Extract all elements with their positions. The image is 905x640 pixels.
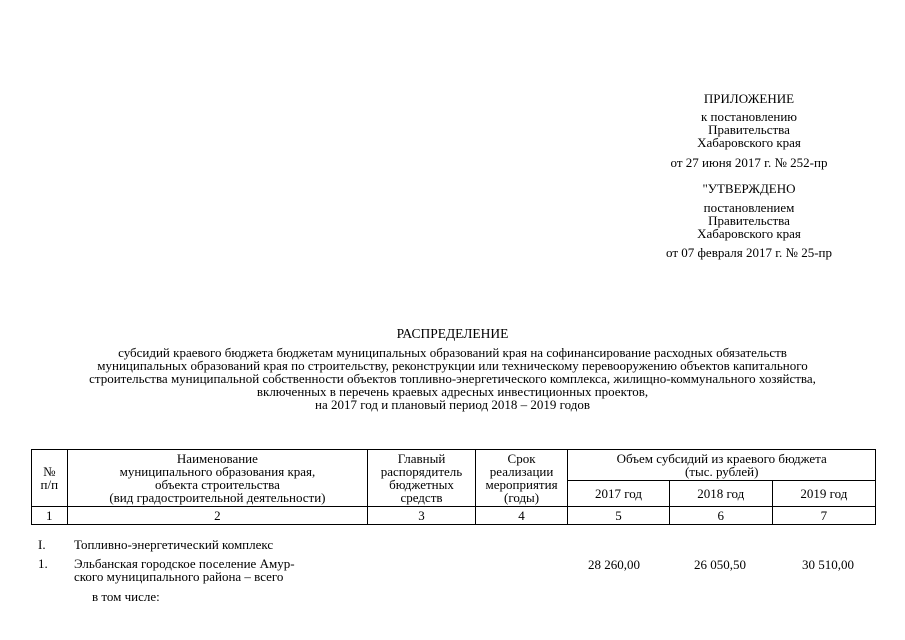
including-label: в том числе:: [92, 589, 160, 604]
region-label-2: Хабаровского края: [697, 226, 801, 241]
index-cell-7: 7: [772, 507, 875, 525]
approved-label: "УТВЕРЖДЕНО: [702, 181, 796, 196]
item-name-line-1: Эльбанская городское поселение Амур-: [74, 556, 295, 571]
header-year-2019: 2019 год: [772, 481, 875, 507]
index-cell-5: 5: [568, 507, 669, 525]
header-manager: Главный распорядитель бюджетных средств: [368, 450, 475, 507]
item-name-line-2: ского муниципального района – всего: [74, 569, 284, 584]
value-2017: 28 260,00: [588, 557, 640, 572]
index-cell-1: 1: [32, 507, 68, 525]
header-year-2018: 2018 год: [669, 481, 772, 507]
item-number: 1.: [38, 556, 48, 571]
index-cell-4: 4: [475, 507, 568, 525]
subsidy-table: [31, 449, 876, 525]
resolution-date-2: от 07 февраля 2017 г. № 25-пр: [666, 245, 832, 260]
header-name: Наименование муниципального образования края, объекта строительства (вид градостроительной деятельности): [67, 450, 368, 507]
document-title: РАСПРЕДЕЛЕНИЕ: [396, 326, 509, 341]
header-term: Срок реализации мероприятия (годы): [475, 450, 568, 507]
appendix-label: ПРИЛОЖЕНИЕ: [703, 91, 795, 106]
value-2018: 26 050,50: [694, 557, 746, 572]
index-cell-2: 2: [67, 507, 368, 525]
title-line-4: включенных в перечень краевых адресных инвестиционных проектов,: [256, 384, 649, 399]
section-number: I.: [38, 537, 46, 552]
index-cell-3: 3: [368, 507, 475, 525]
header-num: № п/п: [32, 450, 68, 507]
region-label: Хабаровского края: [697, 135, 801, 150]
index-cell-6: 6: [669, 507, 772, 525]
section-title: Топливно-энергетический комплекс: [74, 537, 274, 552]
title-line-3: строительства муниципальной собственности объектов топливно-энергетического комплекса, жилищно-коммунального хозяйства,: [89, 371, 816, 386]
header-volume: Объем субсидий из краевого бюджета (тыс. рублей): [568, 450, 876, 481]
title-line-2: муниципальных образований края по строительству, реконструкции или техническому перевооружению объектов капитального: [97, 358, 808, 373]
resolution-label: постановлением: [703, 200, 795, 215]
title-line-5: на 2017 год и плановый период 2018 – 2019 годов: [315, 397, 590, 412]
government-label: Правительства: [708, 122, 790, 137]
title-line-1: субсидий краевого бюджета бюджетам муниципальных образований края на софинансирование расходных обязательств: [118, 345, 787, 360]
government-label-2: Правительства: [708, 213, 790, 228]
resolution-date-1: от 27 июня 2017 г. № 252-пр: [670, 155, 828, 170]
value-2019: 30 510,00: [802, 557, 854, 572]
header-year-2017: 2017 год: [568, 481, 669, 507]
to-resolution-label: к постановлению: [700, 109, 798, 124]
